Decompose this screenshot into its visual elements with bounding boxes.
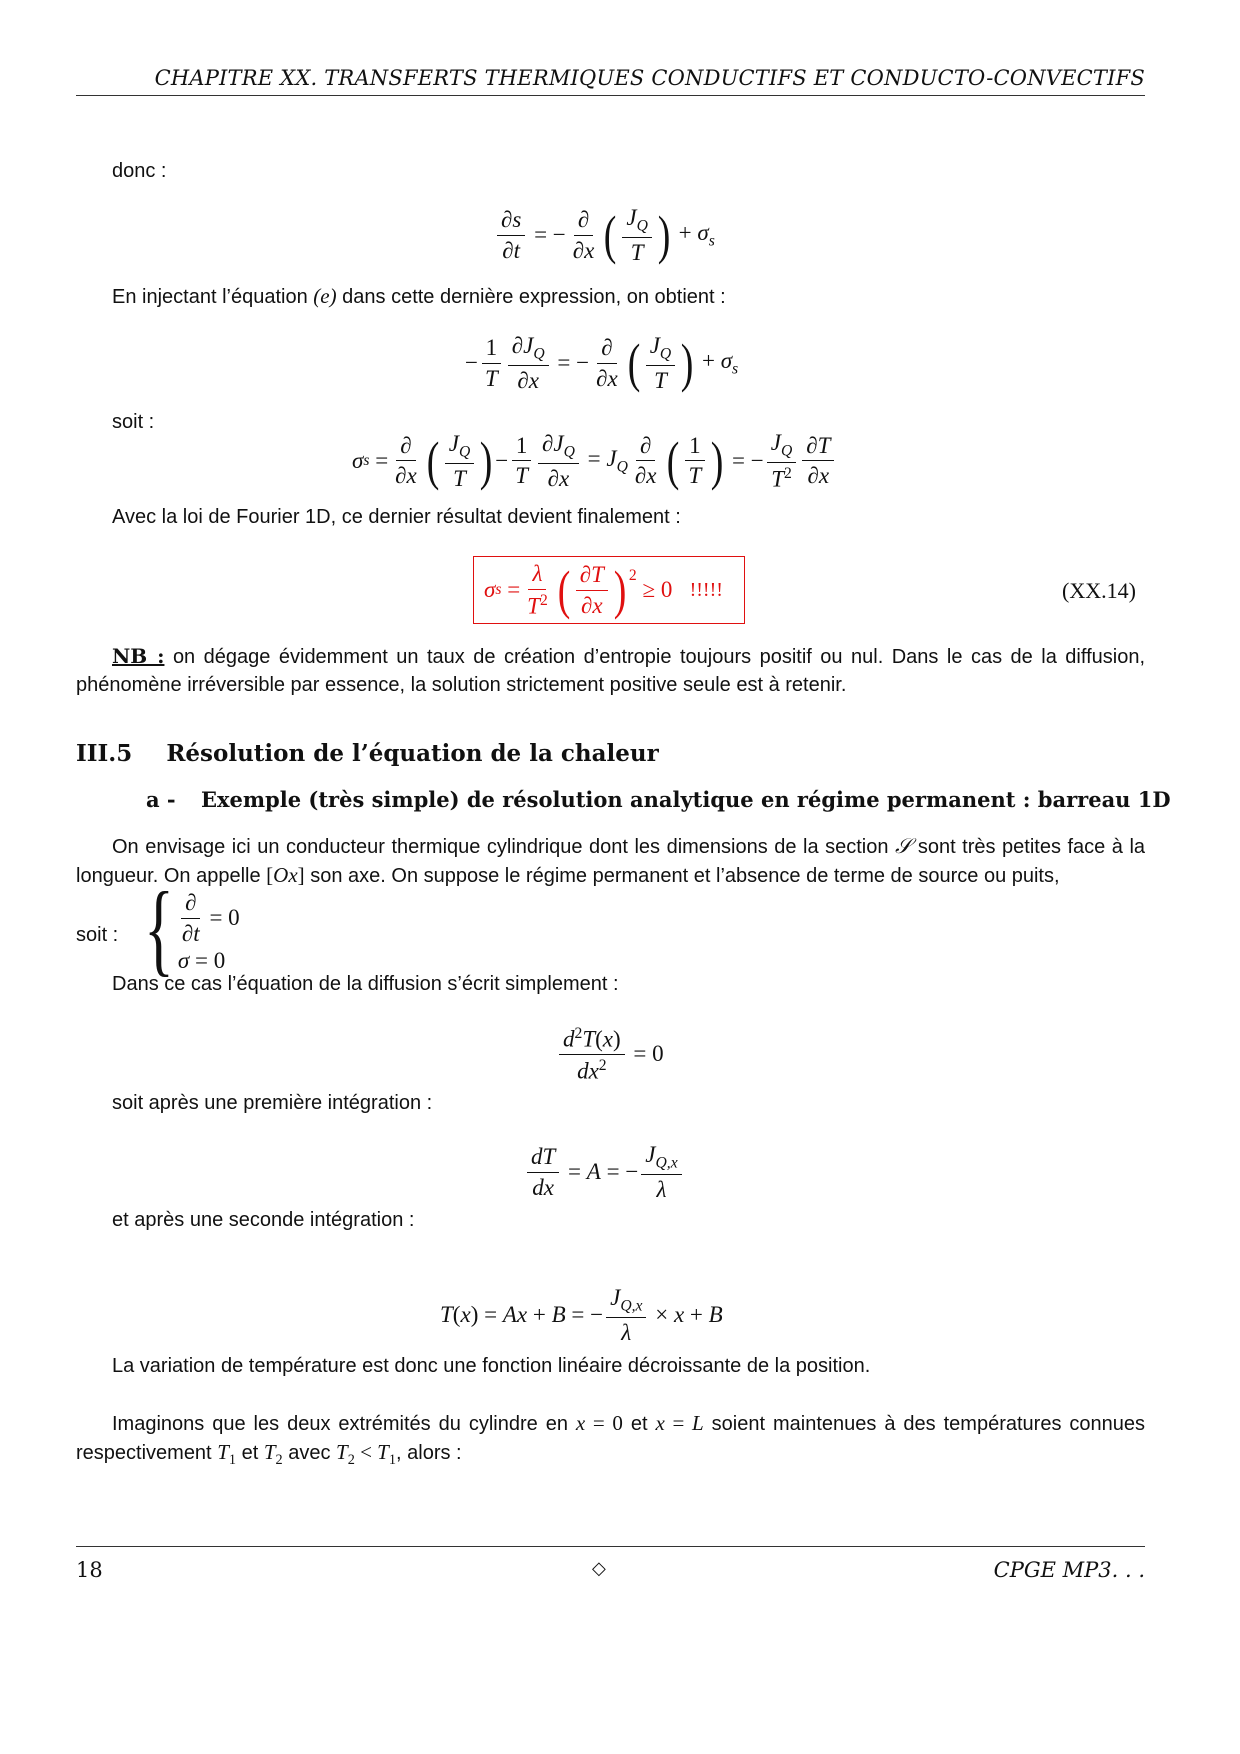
equation-injected: − $\frac{1}{T}$ $\frac{\partial J_Q}{\partial x}$ = − $\frac{\partial}{\partial x}$ ( $\frac{J_Q}{T}$ ) + $\sigma_s$ [465,333,739,394]
section-heading: III.5 Résolution de l’équation de la chaleur [76,740,659,767]
paragraph-premiere-integration: soit après une première intégration : [112,1092,433,1114]
equation-temperature-profile: T(x) = Ax + B = − $\frac{J_{Q,x}}{\lambda}$ × x + B [440,1285,723,1345]
paragraph-variation: La variation de température est donc une fonction linéaire décroissante de la position. [112,1355,871,1377]
footer-ornament: ◇ [592,1558,606,1579]
equation-system: { $\frac{\partial}{\partial t}$ = 0 σ = 0 [143,871,240,986]
paragraph-dans-ce-cas: Dans ce cas l’équation de la diffusion s’écrit simplement : [112,973,619,995]
paragraph-injectant: En injectant l’équation (e) dans cette dernière expression, on obtient : [112,284,726,308]
header-rule [76,95,1145,96]
paragraph-fourier: Avec la loi de Fourier 1D, ce dernier résultat devient finalement : [112,506,681,528]
paragraph-donc: donc : [112,160,167,182]
paragraph-imaginons: Imaginons que les deux extrémités du cylindre en x = 0 et x = L soient maintenues à des températures connues respectivement $T_1$ et $T_2$ avec $T_2 < T_1$, alors : [76,1411,1146,1469]
equation-number: (XX.14) [1062,578,1136,603]
paragraph-envisage: On envisage ici un conducteur thermique cylindrique dont les dimensions de la section 𝒮 sont très petites face à la longueur. On appelle [Ox] son axe. On suppose le régime permanent et l’absence de terme de source ou puits, [76,834,1146,887]
exclamation-marks: !!!!! [689,578,723,601]
subsection-heading: a - Exemple (très simple) de résolution analytique en régime permanent : barreau 1D [146,787,1171,812]
equation-entropy-balance: $\frac{\partial s}{\partial t}$ = − $\frac{\partial}{\partial x}$ ( $\frac{J_Q}{T}$ ) + $\sigma_s$ [494,205,715,265]
paragraph-soit: soit : [112,411,155,433]
paragraph-soit-system: soit : [76,924,119,946]
equation-entropy-creation-boxed: σ s = $\frac{\lambda}{T^2}$ ( $\frac{\partial T}{\partial x}$ ) $^2$ ≥ 0 !!!!! [473,556,745,624]
running-header: CHAPITRE XX. TRANSFERTS THERMIQUES CONDUCTIFS ET CONDUCTO-CONVECTIFS [154,66,1145,90]
paragraph-seconde-integration: et après une seconde intégration : [112,1209,415,1231]
footer-right-text: CPGE MP3. . . [993,1558,1145,1582]
footer-rule [76,1546,1145,1547]
nb-label: NB : [112,644,165,668]
equation-sigma-expression: σ s = $\frac{\partial}{\partial x}$ ( $\frac{J_Q}{T}$ ) − $\frac{1}{T}$ $\frac{\partial J_Q}{\partial x}$ = $J_Q$ $\frac{\partial}{\partial x}$ ( $\frac{1}{T}$ ) = − $\frac{J_Q}{T^2}$ $\frac{\partial T}{\partial x}$ [352,430,837,492]
page-number: 18 [76,1558,103,1582]
paragraph-nb: NB : on dégage évidemment un taux de création d’entropie toujours positif ou nul. Dans le cas de la diffusion, phénomène irréversible par essence, la solution strictement positive seule est à retenir. [76,644,1145,696]
equation-diffusion-permanent: $\frac{d^2T(x)}{dx^2}$ = 0 [556,1025,664,1084]
equation-first-integration: $\frac{dT}{dx}$ = A = − $\frac{J_{Q,x}}{\lambda}$ [524,1142,685,1202]
